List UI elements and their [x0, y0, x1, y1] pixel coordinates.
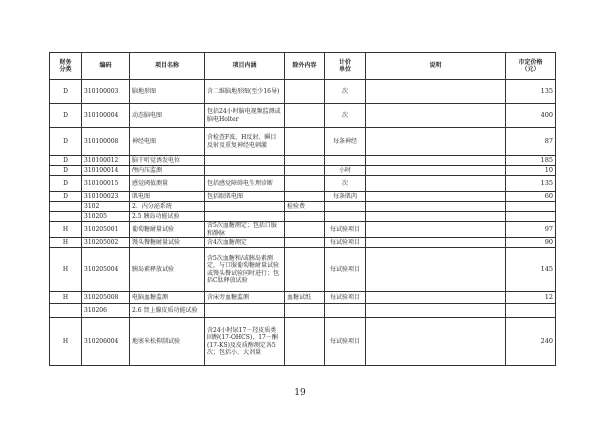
cell-category: D [50, 192, 82, 202]
cell-price: 87 [506, 128, 556, 156]
header-note: 说明 [366, 53, 506, 80]
cell-code: 310100014 [82, 166, 130, 176]
cell-price: 135 [506, 176, 556, 192]
cell-price: 145 [506, 248, 556, 292]
cell-note [366, 80, 506, 104]
fee-schedule-sheet [49, 52, 555, 366]
cell-name: 脑干听觉诱发电位 [130, 156, 205, 166]
cell-content: 包括24小时脑电视频监测或脑电Holter [205, 104, 285, 128]
cell-exclusions [285, 192, 325, 202]
cell-exclusions [285, 222, 325, 238]
cell-name: 脑地形图 [130, 80, 205, 104]
cell-price: 185 [506, 156, 556, 166]
cell-code: 310100008 [82, 128, 130, 156]
cell-note [366, 318, 506, 366]
cell-code: 310100004 [82, 104, 130, 128]
cell-exclusions [285, 104, 325, 128]
header-category: 财务 分类 [50, 53, 82, 80]
cell-unit: 小时 [325, 166, 366, 176]
header-content: 项目内涵 [205, 53, 285, 80]
cell-category [50, 212, 82, 222]
cell-content [205, 156, 285, 166]
cell-name: 动态脑电图 [130, 104, 205, 128]
cell-name: 地塞米松抑制试验 [130, 318, 205, 366]
cell-unit: 每试验项目 [325, 292, 366, 304]
cell-code: 310205002 [82, 238, 130, 248]
cell-content: 含检查F波、H反射、瞬目反射及重复神经电刺激 [205, 128, 285, 156]
cell-unit [325, 156, 366, 166]
header-code: 编码 [82, 53, 130, 80]
cell-unit: 每试验项目 [325, 238, 366, 248]
cell-content: 包括感觉障碍电生理诊断 [205, 176, 285, 192]
cell-code: 310205008 [82, 292, 130, 304]
cell-content: 含二维脑地形图(至少16导) [205, 80, 285, 104]
header-unit: 计价 单位 [325, 53, 366, 80]
table-row [50, 238, 556, 248]
cell-code: 3102 [82, 202, 130, 212]
cell-price: 240 [506, 318, 556, 366]
cell-category: D [50, 166, 82, 176]
header-exclusions: 除外内容 [285, 53, 325, 80]
cell-unit: 次 [325, 104, 366, 128]
cell-note [366, 304, 506, 318]
cell-category: D [50, 156, 82, 166]
cell-unit: 每试验项目 [325, 248, 366, 292]
cell-category: H [50, 238, 82, 248]
table-row [50, 212, 556, 222]
cell-name: 馒头餐糖耐量试验 [130, 238, 205, 248]
cell-exclusions [285, 128, 325, 156]
cell-exclusions [285, 176, 325, 192]
cell-exclusions [285, 248, 325, 292]
header-row [50, 53, 556, 80]
table-row [50, 128, 556, 156]
cell-unit: 每条肌肉 [325, 192, 366, 202]
cell-code: 310205 [82, 212, 130, 222]
cell-note [366, 176, 506, 192]
table-row [50, 176, 556, 192]
fee-table [49, 52, 556, 366]
cell-code: 310100003 [82, 80, 130, 104]
table-row [50, 166, 556, 176]
cell-category [50, 202, 82, 212]
cell-code: 310205004 [82, 248, 130, 292]
cell-note [366, 248, 506, 292]
cell-unit: 次 [325, 80, 366, 104]
cell-category: H [50, 318, 82, 366]
cell-category: D [50, 104, 82, 128]
table-row [50, 202, 556, 212]
cell-exclusions [285, 212, 325, 222]
table-body [50, 80, 556, 366]
cell-category: H [50, 222, 82, 238]
cell-content: 含床旁血糖监测 [205, 292, 285, 304]
table-row [50, 292, 556, 304]
cell-exclusions [285, 80, 325, 104]
cell-price: 135 [506, 80, 556, 104]
cell-note [366, 212, 506, 222]
cell-category: D [50, 128, 82, 156]
cell-note [366, 292, 506, 304]
cell-price: 90 [506, 238, 556, 248]
cell-content: 含24小时尿17－羟皮质类固醇(17-OHCS)，17－酮(17-KS)及皮质醇测定各5次；包括小、大剂量 [205, 318, 285, 366]
cell-note [366, 192, 506, 202]
table-row [50, 222, 556, 238]
cell-content: 含5次血糖和/或胰岛素测定，与口服葡萄糖耐量试验或馒头餐试验同时进行；包括C肽释放试验 [205, 248, 285, 292]
cell-unit [325, 212, 366, 222]
cell-name: 颅内压监测 [130, 166, 205, 176]
cell-content: 包括眼肌电图 [205, 192, 285, 202]
cell-code: 310100015 [82, 176, 130, 192]
cell-category: H [50, 248, 82, 292]
cell-name: 2.5 胰岛功能试验 [130, 212, 205, 222]
cell-price: 400 [506, 104, 556, 128]
cell-unit [325, 202, 366, 212]
table-row [50, 156, 556, 166]
table-row [50, 304, 556, 318]
table-row [50, 248, 556, 292]
cell-category: H [50, 292, 82, 304]
cell-note [366, 104, 506, 128]
cell-name: 肌电图 [130, 192, 205, 202]
cell-category [50, 304, 82, 318]
cell-price: 60 [506, 192, 556, 202]
cell-name: 感觉阈值测量 [130, 176, 205, 192]
cell-name: 2.6 肾上腺皮质功能试验 [130, 304, 205, 318]
cell-exclusions [285, 156, 325, 166]
cell-content: 含5次血糖测定；包括口服和静脉 [205, 222, 285, 238]
cell-name: 2．内分泌系统 [130, 202, 205, 212]
cell-unit: 每条神经 [325, 128, 366, 156]
table-row [50, 104, 556, 128]
header-price: 市定价格 （元） [506, 53, 556, 80]
cell-price: 12 [506, 292, 556, 304]
cell-code: 310100023 [82, 192, 130, 202]
cell-content [205, 166, 285, 176]
cell-price [506, 212, 556, 222]
cell-price: 97 [506, 222, 556, 238]
cell-exclusions: 血糖试纸 [285, 292, 325, 304]
cell-name: 胰岛素释放试验 [130, 248, 205, 292]
cell-name: 电脑血糖监测 [130, 292, 205, 304]
table-row [50, 80, 556, 104]
cell-category: D [50, 80, 82, 104]
cell-price [506, 304, 556, 318]
cell-exclusions: 检验费 [285, 202, 325, 212]
cell-exclusions [285, 238, 325, 248]
cell-exclusions [285, 304, 325, 318]
cell-code: 310100012 [82, 156, 130, 166]
cell-note [366, 202, 506, 212]
cell-price [506, 202, 556, 212]
cell-exclusions [285, 166, 325, 176]
cell-content [205, 202, 285, 212]
header-name: 项目名称 [130, 53, 205, 80]
cell-code: 310206004 [82, 318, 130, 366]
cell-note [366, 166, 506, 176]
cell-note [366, 156, 506, 166]
cell-code: 310206 [82, 304, 130, 318]
cell-content: 含4次血糖测定 [205, 238, 285, 248]
cell-name: 葡萄糖耐量试验 [130, 222, 205, 238]
table-row [50, 318, 556, 366]
page-number: 19 [294, 388, 306, 398]
cell-unit: 每试验项目 [325, 318, 366, 366]
cell-content [205, 304, 285, 318]
cell-code: 310205001 [82, 222, 130, 238]
cell-content [205, 212, 285, 222]
cell-name: 神经电图 [130, 128, 205, 156]
cell-note [366, 238, 506, 248]
cell-note [366, 222, 506, 238]
cell-note [366, 128, 506, 156]
cell-unit: 每试验项目 [325, 222, 366, 238]
cell-exclusions [285, 318, 325, 366]
table-row [50, 192, 556, 202]
cell-category: D [50, 176, 82, 192]
cell-price: 10 [506, 166, 556, 176]
cell-unit [325, 304, 366, 318]
cell-unit: 次 [325, 176, 366, 192]
